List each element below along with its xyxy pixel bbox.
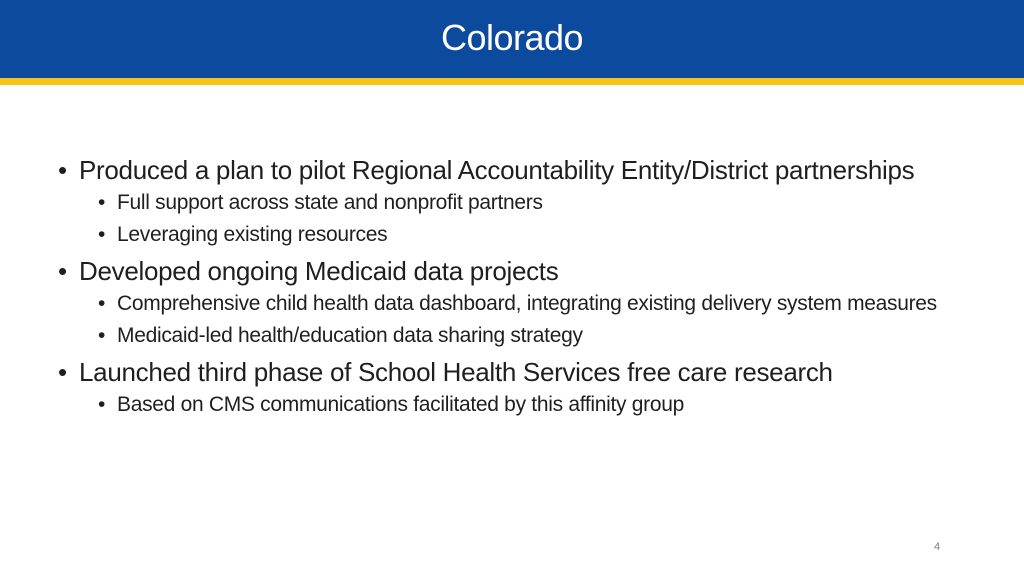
bullet-text: Produced a plan to pilot Regional Accountability Entity/District partnerships (79, 155, 915, 185)
sub-bullet-text: Based on CMS communications facilitated by this affinity group (117, 393, 684, 416)
bullet-icon: • (98, 292, 106, 315)
sub-bullet-text: Medicaid-led health/education data sharing strategy (117, 324, 583, 347)
sub-bullet-list (98, 189, 978, 249)
header-accent-stripe (0, 78, 1024, 85)
sub-bullet-item (98, 391, 978, 419)
slide-title: Colorado (440, 17, 584, 58)
title-bar (0, 0, 1024, 78)
sub-bullet-text: Full support across state and nonprofit partners (117, 191, 543, 214)
page-number: 4 (934, 541, 941, 553)
sub-bullet-item (98, 221, 978, 249)
sub-bullet-item (98, 290, 978, 318)
bullet-icon: • (98, 191, 106, 214)
bullet-item (58, 356, 978, 419)
sub-bullet-text: Comprehensive child health data dashboard, integrating existing delivery system measures (117, 292, 937, 315)
bullet-item (58, 255, 978, 350)
bullet-item (58, 154, 978, 249)
bullet-text: Launched third phase of School Health Services free care research (79, 357, 833, 387)
bullet-content (58, 154, 978, 419)
bullet-text: Developed ongoing Medicaid data projects (79, 256, 559, 286)
bullet-icon: • (58, 155, 67, 185)
sub-bullet-item (98, 322, 978, 350)
sub-bullet-list (98, 391, 978, 419)
bullet-icon: • (98, 393, 106, 416)
sub-bullet-item (98, 189, 978, 217)
bullet-icon: • (98, 324, 106, 347)
bullet-icon: • (98, 223, 106, 246)
bullet-icon: • (58, 256, 67, 286)
sub-bullet-text: Leveraging existing resources (117, 223, 388, 246)
bullet-icon: • (58, 357, 67, 387)
sub-bullet-list (98, 290, 978, 350)
